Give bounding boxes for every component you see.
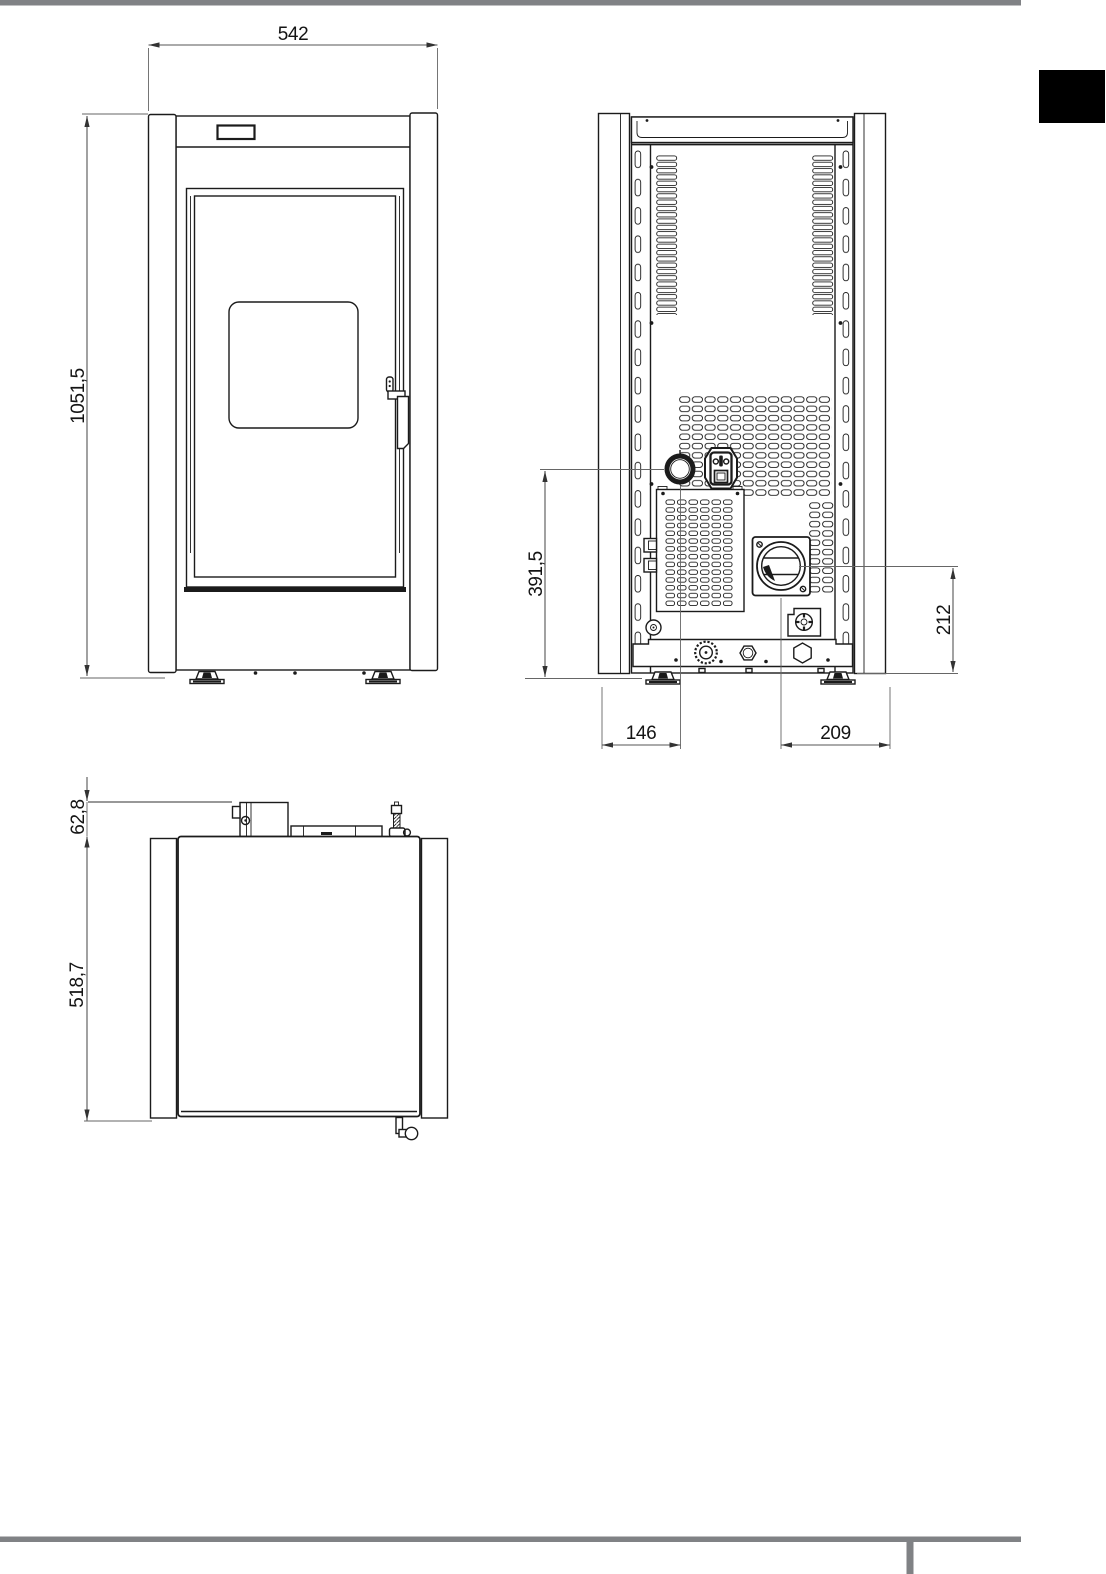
side-slot-column-right: [843, 150, 850, 660]
bottom-rail: [633, 640, 853, 667]
top-side-panel-left: [151, 839, 177, 1119]
vent-slots-right: [812, 155, 834, 315]
hex-fitting-large: [794, 643, 811, 663]
dim-back-flue-height: 212: [934, 604, 955, 636]
front-foot-left: [190, 672, 224, 684]
auger-motor: [695, 642, 717, 664]
control-box: [657, 487, 745, 612]
base-screw: [362, 671, 366, 675]
dim-front-width: 542: [277, 24, 309, 45]
hopper-lid-top: [291, 826, 382, 837]
base-screw: [293, 671, 297, 675]
footer-divider-tab: [907, 1542, 914, 1574]
dim-back-intake-height: 391,5: [526, 551, 547, 597]
hex-fitting-small: [740, 646, 756, 660]
rear-bolt-top: [390, 802, 411, 837]
back-side-panel-right: [855, 114, 886, 674]
back-side-panel-left: [599, 114, 630, 674]
side-slot-column-left: [635, 150, 642, 660]
back-foot-right: [821, 672, 855, 684]
display-window: [218, 126, 255, 140]
dim-back-intake-offset: 146: [625, 723, 657, 744]
flue-box-top: [233, 803, 289, 837]
top-side-panel-right: [422, 839, 448, 1119]
front-view: [68, 24, 438, 684]
top-cap: [632, 117, 854, 143]
dim-back-flue-offset: 209: [820, 723, 851, 744]
perforation-strip: [809, 502, 835, 595]
dim-front-height: 1051,5: [68, 368, 89, 424]
back-view: [525, 114, 958, 750]
front-foot-right: [366, 672, 400, 684]
section-marker-tab: [1039, 70, 1105, 123]
vent-slots-left: [656, 155, 678, 315]
base-screw: [254, 671, 258, 675]
door-handle-top: [396, 1118, 418, 1140]
header-rule-bar: [0, 0, 1021, 6]
top-view: [67, 777, 448, 1140]
perforation-grid: [679, 396, 831, 498]
dim-top-rear-depth: 62,8: [68, 799, 89, 835]
side-panel-right: [410, 113, 438, 671]
dim-top-body-depth: 518,7: [67, 962, 88, 1008]
footer-rule-bar: [0, 1537, 1021, 1543]
stove-body-top: [178, 837, 420, 1117]
side-panel-left: [149, 115, 177, 673]
handle-knob: [405, 1127, 417, 1139]
reset-knob: [646, 620, 661, 635]
power-socket: [705, 448, 737, 489]
back-foot-left: [646, 672, 680, 684]
